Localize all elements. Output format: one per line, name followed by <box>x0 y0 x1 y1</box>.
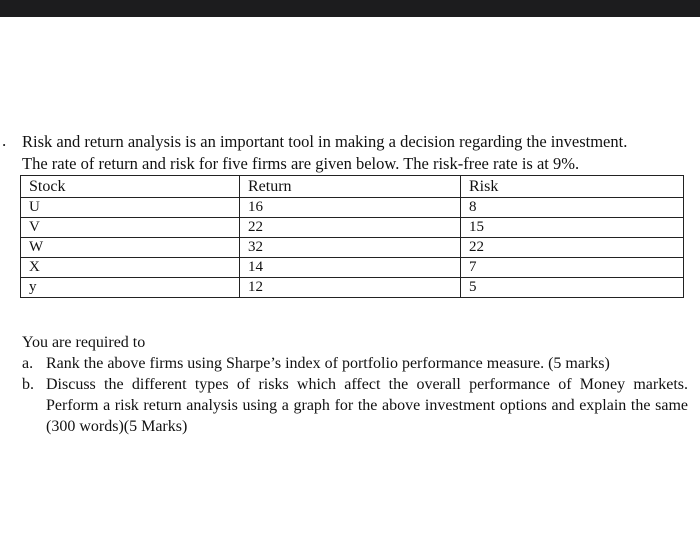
header-return: Return <box>240 176 461 198</box>
table-row <box>21 238 684 258</box>
cell-risk: 5 <box>461 278 684 298</box>
cell-stock: V <box>21 218 240 238</box>
cell-risk: 15 <box>461 218 684 238</box>
cell-risk: 8 <box>461 198 684 218</box>
requirement-letter: b. <box>22 376 34 393</box>
cell-return: 32 <box>240 238 461 258</box>
header-stock: Stock <box>21 176 240 198</box>
requirement-letter: a. <box>22 355 34 372</box>
cell-risk: 7 <box>461 258 684 278</box>
table-header-row <box>21 176 684 198</box>
requirement-item-b <box>22 374 688 437</box>
cell-return: 14 <box>240 258 461 278</box>
stock-table <box>20 175 684 298</box>
cell-return: 12 <box>240 278 461 298</box>
intro-line: The rate of return and risk for five firms are given below. The risk-free rate is at 9%. <box>22 154 580 173</box>
cell-stock: W <box>21 238 240 258</box>
cell-stock: U <box>21 198 240 218</box>
table-row <box>21 218 684 238</box>
intro-line: Risk and return analysis is an important tool in making a decision regarding the investment. <box>22 132 628 151</box>
header-risk: Risk <box>461 176 684 198</box>
requirement-text: Rank the above firms using Sharpe’s index of portfolio performance measure. (5 marks) <box>46 355 610 372</box>
cell-risk: 22 <box>461 238 684 258</box>
table-row <box>21 258 684 278</box>
table-row <box>21 198 684 218</box>
table-row <box>21 278 684 298</box>
cell-stock: y <box>21 278 240 298</box>
cell-return: 22 <box>240 218 461 238</box>
requirement-item-a <box>22 353 688 374</box>
cell-stock: X <box>21 258 240 278</box>
question-bullet: . <box>2 131 7 150</box>
cell-return: 16 <box>240 198 461 218</box>
requirement-text: Discuss the different types of risks which affect the overall performance of Money markets. Perform a risk return analysis using a graph for the above investment options and explain the same (300 words)(5 Marks) <box>46 376 688 435</box>
question-intro <box>22 131 692 175</box>
top-bar <box>0 0 700 17</box>
requirements-section <box>22 332 688 437</box>
requirements-intro: You are required to <box>22 334 146 351</box>
